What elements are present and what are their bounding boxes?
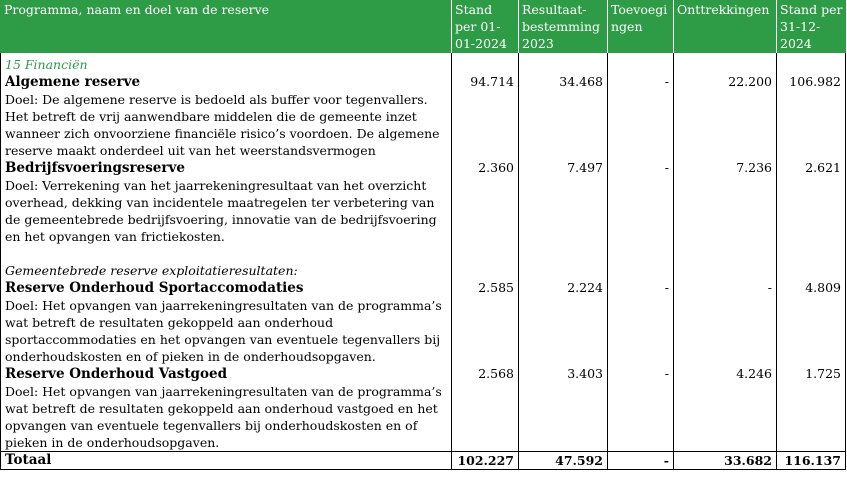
table-row	[1, 365, 846, 452]
reserve-cell	[1, 365, 452, 452]
toevoegingen-value: -	[608, 159, 674, 262]
total-onttrekkingen: 33.682	[674, 452, 777, 470]
stand-eind-value: 106.982	[777, 73, 846, 159]
toevoegingen-value: -	[608, 365, 674, 452]
section-title-text: 15 Financiën	[5, 57, 88, 72]
onttrekkingen-value: 4.246	[674, 365, 777, 452]
resultaat-value: 7.497	[519, 159, 608, 262]
total-resultaat: 47.592	[519, 452, 608, 470]
header-row	[1, 0, 846, 53]
reserve-cell	[1, 279, 452, 365]
total-stand-eind: 116.137	[777, 452, 846, 470]
toevoegingen-value: -	[608, 279, 674, 365]
stand-begin-value: 2.568	[452, 365, 519, 452]
stand-eind-value: 1.725	[777, 365, 846, 452]
reserve-name: Bedrijfsvoeringsreserve	[5, 160, 185, 176]
header-stand-eind: Stand per 31-12-2024	[777, 0, 846, 53]
stand-begin-value: 94.714	[452, 73, 519, 159]
section-row	[1, 53, 846, 73]
section-title	[1, 53, 452, 73]
reserve-description: Doel: De algemene reserve is bedoeld als buffer voor tegenvallers. Het betreft de vrij aanwendbare middelen die de gemeente inzet wanneer zich onvoorziene financiële risico’s voordoen. De algemene reserve maakt onderdeel uit van het weerstandsvermogen	[5, 92, 440, 158]
table-row	[1, 73, 846, 159]
header-toevoegingen: Toevoegingen	[608, 0, 674, 53]
stand-eind-value: 2.621	[777, 159, 846, 262]
onttrekkingen-value: 7.236	[674, 159, 777, 262]
resultaat-value: 2.224	[519, 279, 608, 365]
onttrekkingen-value: -	[674, 279, 777, 365]
header-onttrekkingen: Onttrekkingen	[674, 0, 777, 53]
reserve-name: Reserve Onderhoud Vastgoed	[5, 366, 228, 382]
total-label: Totaal	[1, 452, 452, 470]
total-toevoegingen: -	[608, 452, 674, 470]
total-stand-begin: 102.227	[452, 452, 519, 470]
header-program: Programma, naam en doel van de reserve	[1, 0, 452, 53]
reserve-cell	[1, 73, 452, 159]
header-stand-begin: Stand per 01-01-2024	[452, 0, 519, 53]
resultaat-value: 3.403	[519, 365, 608, 452]
subsection-title-text: Gemeentebrede reserve exploitatieresultaten:	[5, 263, 298, 278]
toevoegingen-value: -	[608, 73, 674, 159]
stand-begin-value: 2.360	[452, 159, 519, 262]
resultaat-value: 34.468	[519, 73, 608, 159]
reserve-description: Doel: Verrekening van het jaarrekeningresultaat van het overzicht overhead, dekking van incidentele maatregelen ter verbetering van de gemeentebrede bedrijfsvoering, innovatie van de bedrijfsvoering en het opvangen van frictiekosten.	[5, 178, 437, 244]
subsection-title	[1, 262, 452, 279]
reserve-description: Doel: Het opvangen van jaarrekeningresultaten van de programma’s wat betreft de resultaten gekoppeld aan onderhoud sportaccommodaties en het opvangen van eventuele tegenvallers bij onderhoudskosten en of pieken in de onderhoudsopgaven.	[5, 298, 442, 364]
stand-begin-value: 2.585	[452, 279, 519, 365]
table-row	[1, 279, 846, 365]
header-resultaat: Resultaat-bestemming 2023	[519, 0, 608, 53]
stand-eind-value: 4.809	[777, 279, 846, 365]
total-row	[1, 452, 846, 470]
reserve-cell	[1, 159, 452, 262]
reserve-name: Algemene reserve	[5, 74, 141, 90]
subsection-row	[1, 262, 846, 279]
table-row	[1, 159, 846, 262]
onttrekkingen-value: 22.200	[674, 73, 777, 159]
reserve-name: Reserve Onderhoud Sportaccomodaties	[5, 280, 304, 296]
reserve-description: Doel: Het opvangen van jaarrekeningresultaten van de programma’s wat betreft de resultaten gekoppeld aan onderhoud vastgoed en het opvangen van eventuele tegenvallers bij onderhoudskosten en of pieken in de onderhoudsopgaven.	[5, 384, 442, 450]
